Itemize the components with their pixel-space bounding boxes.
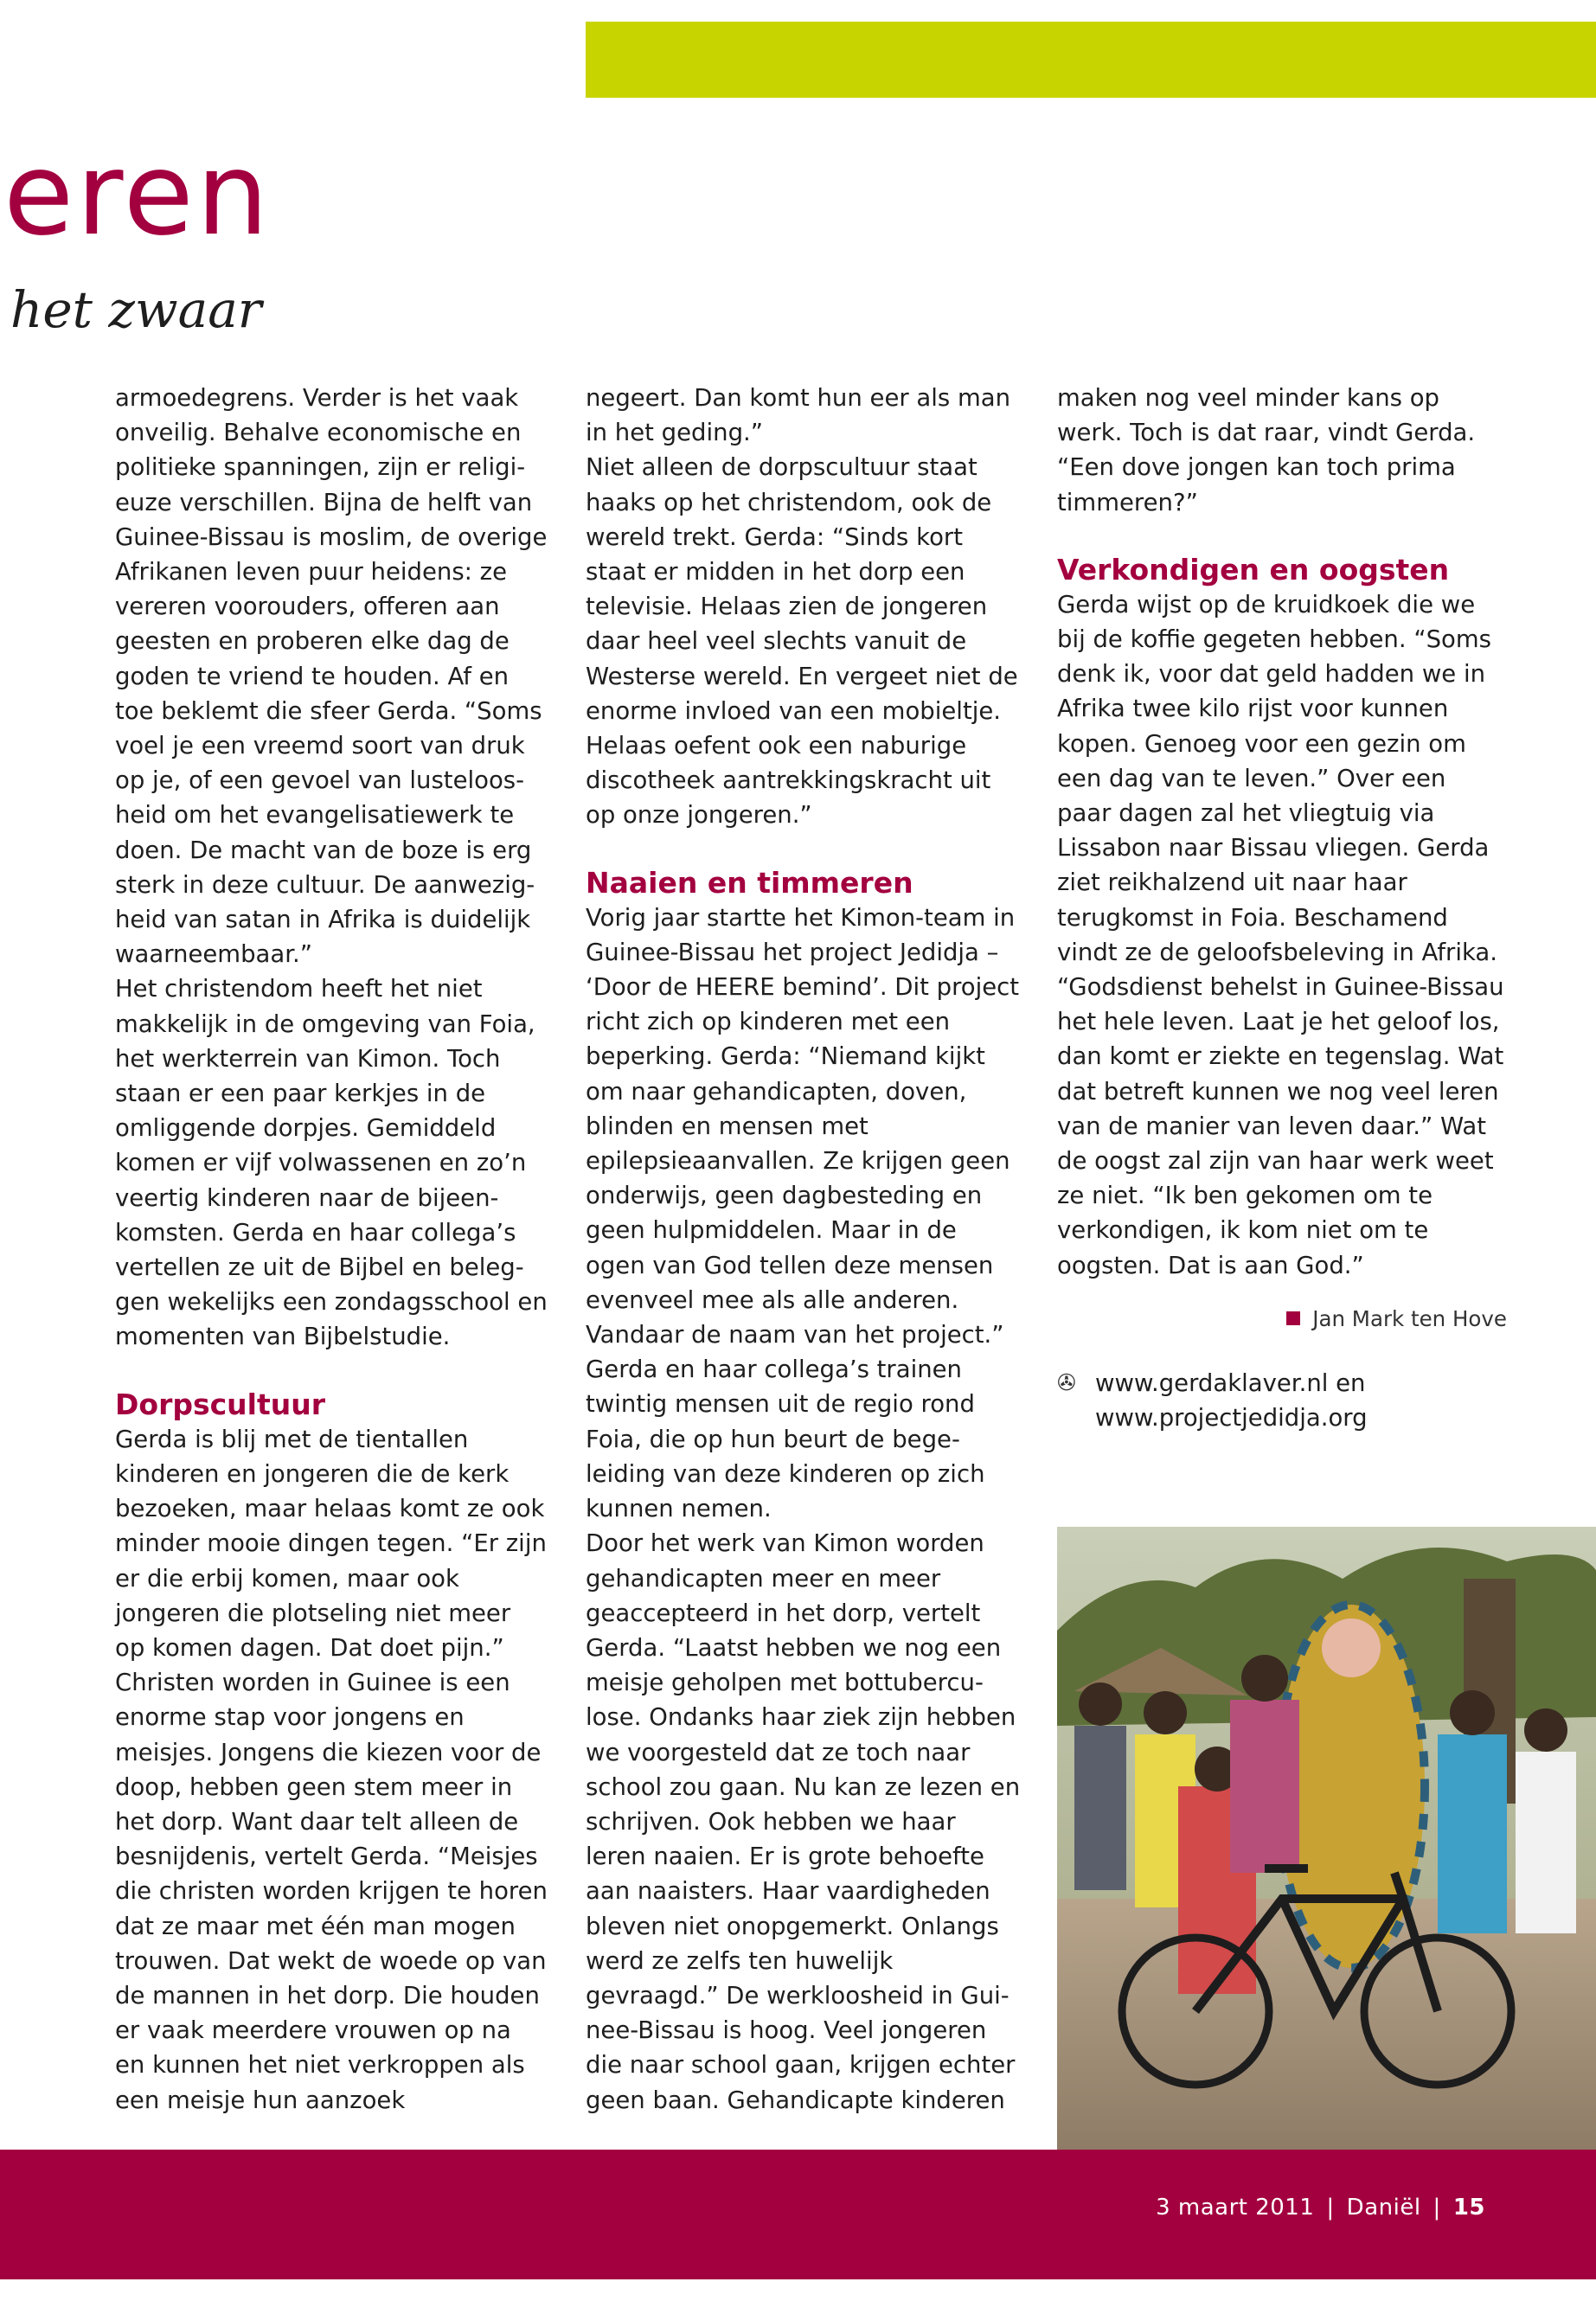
- footer-magazine: Daniël: [1346, 2195, 1421, 2221]
- page-number: 15: [1452, 2195, 1485, 2221]
- paragraph: Door het werk van Kimon worden gehandicapten meer en meer geaccepteerd in het dorp, vertelt Gerda. “Laatst hebben we nog een meisje geholpen met bottuberculose. Ondanks haar ziek zijn hebben we voorgesteld dat ze toch naar school zou gaan. Nu kan ze lezen en schrijven. Ook hebben we haar leren naaien. Er is grote behoefte aan naaisters. Haar vaardigheden bleven niet onopgemerkt. Onlangs werd ze zelfs ten huwelijk gevraagd.” De werkloosheid in Guinee-Bissau is hoog. Veel jongeren die naar school gaan, krijgen echter geen baan. Gehandicapte kinderen: [586, 1529, 1021, 2114]
- link-projectjedidja[interactable]: www.projectjedidja.org: [1095, 1404, 1368, 1433]
- section-heading-dorpscultuur: Dorpscultuur: [115, 1387, 326, 1421]
- author-credit: [1057, 1302, 1507, 1336]
- square-bullet-icon: [1286, 1311, 1300, 1325]
- footer-text: [1156, 2195, 1485, 2221]
- text-column-3: [1057, 381, 1507, 1435]
- header-accent-bar: [586, 22, 1596, 98]
- paragraph: Niet alleen de dorpscultuur staat haaks op het christendom, ook de wereld trekt. Gerda: “Sinds kort staat er midden in het dorp een televisie. Helaas zien de jongeren daar heel veel slechts vanuit de Westerse wereld. En vergeet niet de enorme invloed van een mobieltje. Helaas oefent ook een naburige discotheek aantrekkingskracht uit op onze jongeren.”: [586, 453, 1018, 830]
- section-heading-verkondigen-en-oogsten: Verkondigen en oogsten: [1057, 552, 1450, 586]
- paragraph: maken nog veel minder kans op werk. Toch is dat raar, vindt Gerda. “Een dove jongen kan toch prima timmeren?”: [1057, 384, 1476, 516]
- paragraph: Vorig jaar startte het Kimon-team in Guinee-Bissau het project Jedidja – ‘Door de HEERE bemind’. Dit project richt zich op kinderen met een beperking. Gerda: “Niemand kijkt om naar gehandicapten, doven, blinden en mensen met epilepsieaanvallen. Ze krijgen geen onderwijs, geen dagbesteding en geen hulpmiddelen. Maar in de ogen van God tellen deze mensen evenveel mee als alle anderen. Vandaar de naam van het project.” Gerda en haar collega’s trainen twintig mensen uit de regio rond Foia, die op hun beurt de begeleiding van deze kinderen op zich kunnen nemen.: [586, 903, 1020, 1523]
- link-gerdaklaver[interactable]: www.gerdaklaver.nl en: [1095, 1369, 1366, 1398]
- photo-children-with-bicycle: [1057, 1527, 1596, 2150]
- text-column-2: [586, 381, 1022, 2118]
- paragraph: Het christendom heeft het niet makkelijk in de omgeving van Foia, het werkterrein van Kimon. Toch staan er een paar kerkjes in de omliggende dorpjes. Gemiddeld komen er vijf volwassenen en zo’n veertig kinderen naar de bijeenkomsten. Gerda en haar collega’s vertellen ze uit de Bijbel en beleggen wekelijks een zondagsschool en momenten van Bijbelstudie.: [115, 975, 548, 1351]
- footer-separator: |: [1326, 2195, 1335, 2221]
- footer-date: 3 maart 2011: [1156, 2195, 1315, 2221]
- paragraph: negeert. Dan komt hun eer als man in het geding.”: [586, 384, 1011, 447]
- footer-separator: |: [1433, 2195, 1441, 2221]
- article-photo: [1057, 1527, 1596, 2150]
- mouse-icon: ✇: [1057, 1370, 1076, 1397]
- article-title: eren: [3, 128, 272, 261]
- article-subtitle: het zwaar: [10, 280, 262, 339]
- paragraph: Gerda wijst op de kruidkoek die we bij de koffie gegeten hebben. “Soms denk ik, voor dat geld hadden we in Afrika twee kilo rijst voor kunnen kopen. Genoeg voor een gezin om een dag van te leven.” Over een paar dagen zal het vliegtuig via Lissabon naar Bissau vliegen. Gerda ziet reikhalzend uit naar haar terugkomst in Foia. Beschamend vindt ze de geloofsbeleving in Afrika. “Godsdienst behelst in Guinee-Bissau het hele leven. Laat je het geloof los, dan komt er ziekte en tegenslag. Wat dat betreft kunnen we nog veel leren van de manier van leven daar.” Wat de oogst zal zijn van haar werk weet ze niet. “Ik ben gekomen om te verkondigen, ik kom niet om te oogsten. Dat is aan God.”: [1057, 590, 1504, 1279]
- page-footer: [0, 2150, 1596, 2279]
- web-links: [1057, 1366, 1507, 1435]
- paragraph: Gerda is blij met de tientallen kinderen en jongeren die de kerk bezoeken, maar helaas komt ze ook minder mooie dingen tegen. “Er zijn er die erbij komen, maar ook jongeren die plotseling niet meer op komen dagen. Dat doet pijn.” Christen worden in Guinee is een enorme stap voor jongens en meisjes. Jongens die kiezen voor de doop, hebben geen stem meer in het dorp. Want daar telt alleen de besnijdenis, vertelt Gerda. “Meisjes die christen worden krijgen te horen dat ze maar met één man mogen trouwen. Dat wekt de woede op van de mannen in het dorp. Die houden er vaak meerdere vrouwen op na en kunnen het niet verkroppen als een meisje hun aanzoek: [115, 1425, 548, 2114]
- text-column-1: [115, 381, 548, 2118]
- section-heading-naaien-en-timmeren: Naaien en timmeren: [586, 865, 913, 900]
- author-name: Jan Mark ten Hove: [1312, 1305, 1507, 1331]
- paragraph: armoedegrens. Verder is het vaak onveilig. Behalve economische en politieke spanningen, zijn er religieuze verschillen. Bijna de helft van Guinee-Bissau is moslim, de overige Afrikanen leven puur heidens: ze vereren voorouders, offeren aan geesten en proberen elke dag de goden te vriend te houden. Af en toe beklemt die sfeer Gerda. “Soms voel je een vreemd soort van druk op je, of een gevoel van lusteloosheid om het evangelisatiewerk te doen. De macht van de boze is erg sterk in deze cultuur. De aanwezigheid van satan in Afrika is duidelijk waarneembaar.”: [115, 384, 548, 969]
